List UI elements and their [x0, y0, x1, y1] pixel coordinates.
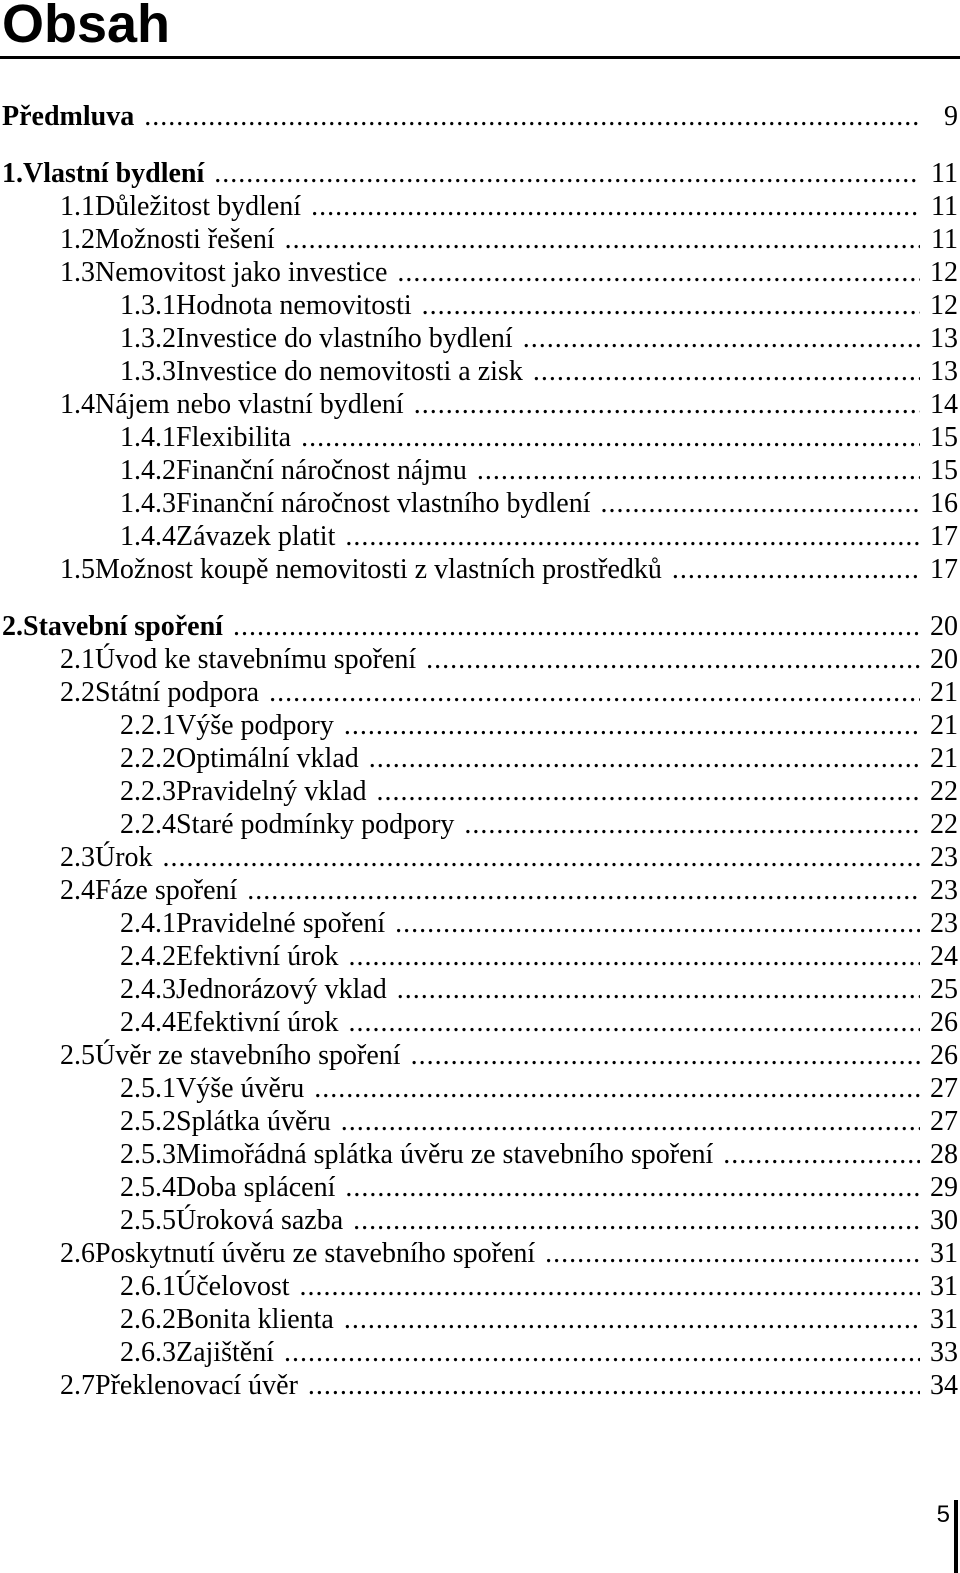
toc-entry-label: Důležitost bydlení [95, 191, 302, 222]
dot-leader [426, 643, 920, 676]
toc-entry-number: 2.4.4 [120, 1007, 176, 1038]
toc-entry-number: 2.6.1 [120, 1271, 176, 1302]
toc-entry-page: 23 [930, 908, 958, 939]
toc-entry-label: Možnost koupě nemovitosti z vlastních prostředků [95, 554, 662, 585]
toc-entry-label: Optimální vklad [176, 743, 359, 774]
dot-leader [397, 256, 920, 289]
toc-entry[interactable] [0, 487, 958, 520]
toc-entry-page: 23 [930, 875, 958, 906]
toc-entry-number: 1.3.1 [120, 290, 176, 321]
toc-entry-page: 25 [930, 974, 958, 1005]
toc-entry-page: 9 [944, 101, 958, 132]
toc-entry-page: 12 [930, 257, 958, 288]
toc-entry-page: 14 [930, 389, 958, 420]
dot-leader [533, 355, 920, 388]
toc-entry-page: 13 [930, 356, 958, 387]
dot-leader [377, 775, 920, 808]
toc-entry-page: 21 [930, 743, 958, 774]
toc-entry-number: 2.4.1 [120, 908, 176, 939]
toc-entry-number: 2. [2, 611, 23, 642]
dot-leader [723, 1138, 920, 1171]
toc-entry[interactable] [0, 808, 958, 841]
toc-entry-page: 15 [930, 422, 958, 453]
toc-entry-number: 2.5.2 [120, 1106, 176, 1137]
toc-entry-page: 21 [930, 677, 958, 708]
dot-leader [414, 388, 920, 421]
toc-entry-number: 2.2 [60, 677, 95, 708]
toc-entry-number: 2.2.4 [120, 809, 176, 840]
toc-entry-page: 27 [930, 1073, 958, 1104]
toc-entry-label: Finanční náročnost nájmu [176, 455, 467, 486]
toc-entry[interactable] [0, 223, 958, 256]
toc-entry[interactable] [0, 553, 958, 586]
toc-entry-label: Mimořádná splátka úvěru ze stavebního spoření [176, 1139, 714, 1170]
toc-entry[interactable] [0, 1369, 958, 1402]
toc-entry-number: 1.3.3 [120, 356, 176, 387]
toc-entry-page: 22 [930, 776, 958, 807]
toc-entry-label: Efektivní úrok [176, 941, 339, 972]
page-number: 5 [936, 1501, 950, 1528]
dot-leader [308, 1369, 920, 1402]
toc-entry-label: Úvěr ze stavebního spoření [95, 1040, 401, 1071]
toc-entry-label: Výše podpory [176, 710, 334, 741]
toc-entry-label: Úroková sazba [176, 1205, 344, 1236]
toc-entry-label: Nemovitost jako investice [95, 257, 388, 288]
table-of-contents [0, 100, 958, 1402]
toc-entry[interactable] [0, 421, 958, 454]
dot-leader [341, 1105, 920, 1138]
toc-entry-number: 2.4.2 [120, 941, 176, 972]
toc-entry-number: 2.5.1 [120, 1073, 176, 1104]
dot-leader [247, 874, 920, 907]
toc-entry-label: Vlastní bydlení [23, 158, 205, 189]
toc-entry-page: 31 [930, 1271, 958, 1302]
toc-entry[interactable] [0, 520, 958, 553]
toc-entry-label: Nájem nebo vlastní bydlení [95, 389, 404, 420]
toc-entry[interactable] [0, 940, 958, 973]
toc-entry-label: Flexibilita [176, 422, 292, 453]
toc-entry-number: 2.3 [60, 842, 95, 873]
dot-leader [395, 907, 920, 940]
toc-entry[interactable] [0, 1138, 958, 1171]
toc-entry[interactable] [0, 709, 958, 742]
toc-entry-number: 1.2 [60, 224, 95, 255]
toc-entry[interactable] [0, 742, 958, 775]
toc-entry[interactable] [0, 775, 958, 808]
toc-entry-page: 13 [930, 323, 958, 354]
toc-entry-number: 2.5.4 [120, 1172, 176, 1203]
dot-leader [397, 973, 920, 1006]
dot-leader [344, 1303, 920, 1336]
dot-leader [464, 808, 920, 841]
toc-entry[interactable] [0, 289, 958, 322]
toc-entry-number: 2.5 [60, 1040, 95, 1071]
toc-entry-number: 1.4.2 [120, 455, 176, 486]
toc-entry-page: 15 [930, 455, 958, 486]
toc-entry-label: Stavební spoření [23, 611, 223, 642]
toc-entry-number: 1.4 [60, 389, 95, 420]
toc-entry[interactable] [0, 190, 958, 223]
toc-entry-label: Úrok [95, 842, 153, 873]
dot-leader [411, 1039, 920, 1072]
toc-entry-number: 2.1 [60, 644, 95, 675]
dot-leader [344, 709, 920, 742]
toc-entry-number: 1.3 [60, 257, 95, 288]
toc-entry-label: Splátka úvěru [176, 1106, 331, 1137]
toc-entry[interactable] [0, 1303, 958, 1336]
toc-entry-label: Zajištění [176, 1337, 274, 1368]
toc-entry-page: 11 [931, 158, 958, 189]
toc-entry-number: 2.5.5 [120, 1205, 176, 1236]
toc-entry[interactable] [0, 1006, 958, 1039]
toc-entry[interactable] [0, 1270, 958, 1303]
toc-entry-number: 2.6.3 [120, 1337, 176, 1368]
dot-leader [269, 676, 920, 709]
title-rule [0, 56, 960, 59]
toc-entry[interactable] [0, 388, 958, 421]
toc-entry-label: Doba splácení [176, 1172, 336, 1203]
toc-entry[interactable] [0, 1039, 958, 1072]
toc-entry-label: Investice do nemovitosti a zisk [176, 356, 523, 387]
toc-entry-label: Možnosti řešení [95, 224, 275, 255]
toc-entry-label: Úvod ke stavebnímu spoření [95, 644, 417, 675]
toc-entry-page: 20 [930, 611, 958, 642]
toc-entry-number: 1.4.4 [120, 521, 176, 552]
dot-leader [284, 1336, 920, 1369]
toc-entry-page: 17 [930, 521, 958, 552]
toc-entry[interactable] [0, 454, 958, 487]
toc-entry-label: Staré podmínky podpory [176, 809, 455, 840]
toc-entry[interactable] [0, 1171, 958, 1204]
dot-leader [349, 940, 920, 973]
toc-entry-number: 2.6 [60, 1238, 95, 1269]
dot-leader [285, 223, 920, 256]
toc-entry-number: 2.2.3 [120, 776, 176, 807]
toc-entry-page: 28 [930, 1139, 958, 1170]
dot-leader [214, 157, 920, 190]
toc-entry-number: 2.4 [60, 875, 95, 906]
toc-entry[interactable] [0, 610, 958, 643]
toc-entry[interactable] [0, 355, 958, 388]
toc-entry[interactable] [0, 1336, 958, 1369]
toc-entry-number: 1.4.3 [120, 488, 176, 519]
toc-entry[interactable] [0, 1105, 958, 1138]
toc-entry-page: 22 [930, 809, 958, 840]
dot-leader [369, 742, 920, 775]
toc-entry[interactable] [0, 322, 958, 355]
toc-entry-label: Výše úvěru [176, 1073, 305, 1104]
toc-entry-number: 2.2.2 [120, 743, 176, 774]
dot-leader [311, 190, 920, 223]
toc-entry-page: 34 [930, 1370, 958, 1401]
toc-entry[interactable] [0, 676, 958, 709]
dot-leader [345, 520, 920, 553]
toc-entry-page: 27 [930, 1106, 958, 1137]
toc-entry-page: 11 [931, 191, 958, 222]
dot-leader [301, 421, 920, 454]
toc-entry-page: 31 [930, 1304, 958, 1335]
toc-entry-label: Překlenovací úvěr [95, 1370, 298, 1401]
toc-entry[interactable] [0, 1072, 958, 1105]
toc-entry[interactable] [0, 1204, 958, 1237]
toc-entry-page: 33 [930, 1337, 958, 1368]
toc-entry-label: Účelovost [176, 1271, 290, 1302]
dot-leader [545, 1237, 920, 1270]
toc-entry-page: 16 [930, 488, 958, 519]
toc-entry-page: 23 [930, 842, 958, 873]
toc-entry-label: Finanční náročnost vlastního bydlení [176, 488, 591, 519]
page-title: Obsah [2, 0, 171, 54]
toc-entry-label: Hodnota nemovitosti [176, 290, 412, 321]
dot-leader [233, 610, 920, 643]
toc-entry-label: Fáze spoření [95, 875, 238, 906]
toc-entry-label: Státní podpora [95, 677, 260, 708]
dot-leader [672, 553, 920, 586]
toc-entry[interactable] [0, 100, 958, 133]
toc-entry-number: 1.3.2 [120, 323, 176, 354]
toc-entry-page: 24 [930, 941, 958, 972]
toc-entry-page: 11 [931, 224, 958, 255]
toc-entry-page: 17 [930, 554, 958, 585]
toc-entry-label: Závazek platit [176, 521, 336, 552]
toc-entry[interactable] [0, 643, 958, 676]
toc-entry-page: 26 [930, 1040, 958, 1071]
dot-leader [349, 1006, 920, 1039]
dot-leader [601, 487, 921, 520]
toc-entry-label: Pravidelný vklad [176, 776, 367, 807]
toc-entry[interactable] [0, 907, 958, 940]
toc-entry-label: Pravidelné spoření [176, 908, 386, 939]
toc-entry-page: 26 [930, 1007, 958, 1038]
toc-entry[interactable] [0, 841, 958, 874]
dot-leader [300, 1270, 920, 1303]
dot-leader [353, 1204, 920, 1237]
toc-entry-page: 12 [930, 290, 958, 321]
dot-leader [144, 100, 920, 133]
toc-entry[interactable] [0, 874, 958, 907]
toc-entry[interactable] [0, 157, 958, 190]
toc-entry-page: 31 [930, 1238, 958, 1269]
toc-entry-number: 2.4.3 [120, 974, 176, 1005]
margin-bar [954, 1500, 958, 1573]
dot-leader [422, 289, 920, 322]
toc-entry-number: 2.2.1 [120, 710, 176, 741]
toc-entry-label: Bonita klienta [176, 1304, 334, 1335]
toc-entry-page: 21 [930, 710, 958, 741]
toc-entry[interactable] [0, 973, 958, 1006]
toc-entry-page: 29 [930, 1172, 958, 1203]
dot-leader [523, 322, 920, 355]
toc-entry-label: Investice do vlastního bydlení [176, 323, 513, 354]
dot-leader [477, 454, 920, 487]
dot-leader [314, 1072, 920, 1105]
toc-entry-label: Poskytnutí úvěru ze stavebního spoření [95, 1238, 536, 1269]
dot-leader [345, 1171, 920, 1204]
toc-entry-number: 2.5.3 [120, 1139, 176, 1170]
dot-leader [163, 841, 920, 874]
toc-entry-label: Efektivní úrok [176, 1007, 339, 1038]
toc-entry-number: 1. [2, 158, 23, 189]
toc-entry-number: 1.4.1 [120, 422, 176, 453]
toc-entry-page: 20 [930, 644, 958, 675]
toc-entry-number: 2.6.2 [120, 1304, 176, 1335]
toc-entry-label: Jednorázový vklad [176, 974, 387, 1005]
toc-entry-number: 1.1 [60, 191, 95, 222]
toc-entry[interactable] [0, 256, 958, 289]
toc-entry-page: 30 [930, 1205, 958, 1236]
toc-entry-number: 2.7 [60, 1370, 95, 1401]
toc-entry-label: Předmluva [2, 101, 135, 132]
toc-entry[interactable] [0, 1237, 958, 1270]
toc-entry-number: 1.5 [60, 554, 95, 585]
